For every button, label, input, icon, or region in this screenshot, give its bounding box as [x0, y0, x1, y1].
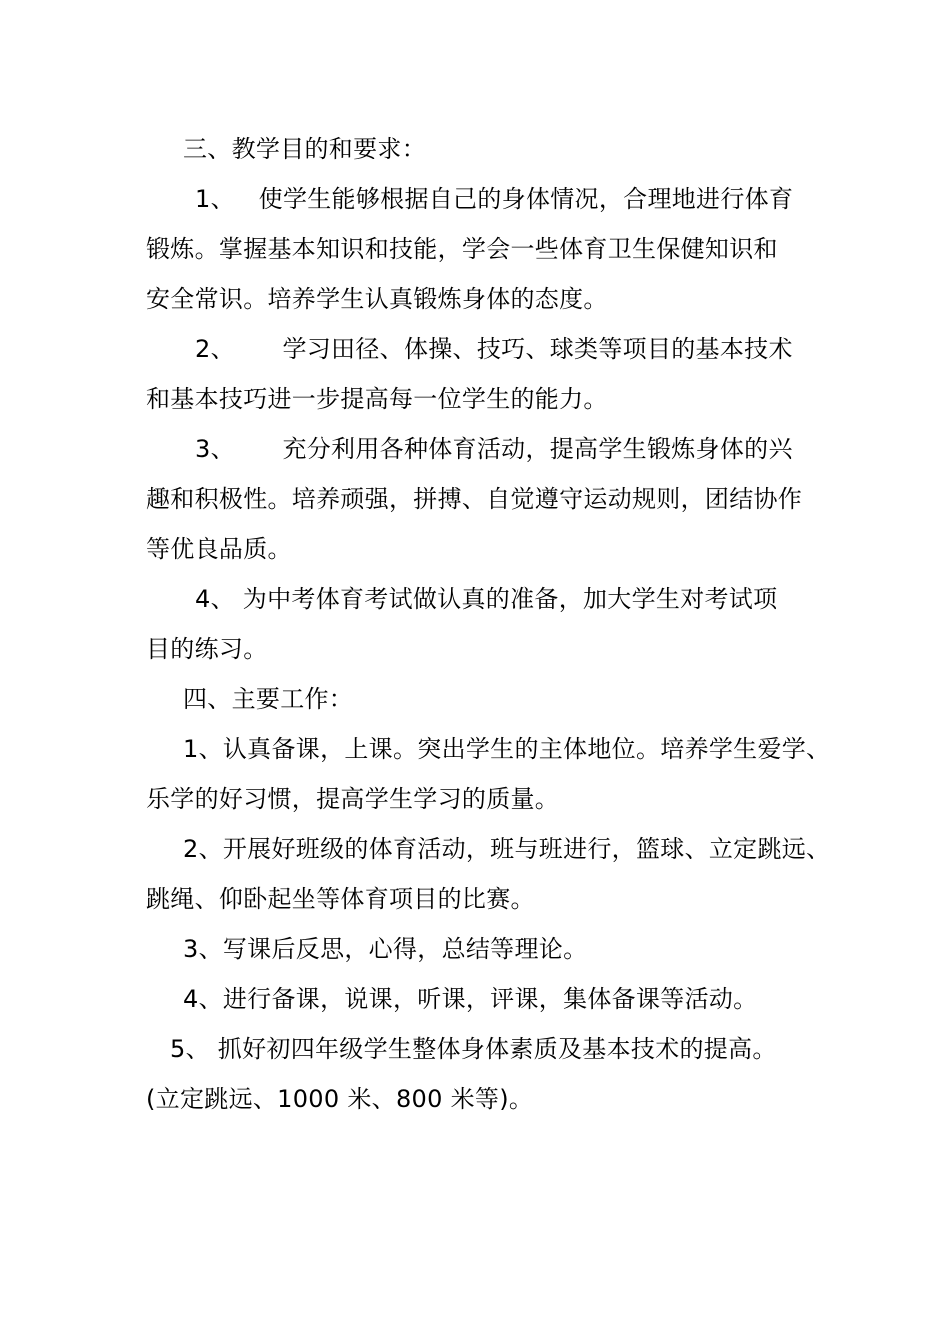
paragraph-line: 趣和积极性。培养顽强，拼搏、自觉遵守运动规则，团结协作 [146, 485, 803, 513]
paragraph-line: 跳绳、仰卧起坐等体育项目的比赛。 [146, 885, 535, 913]
paragraph-line: 4、 为中考体育考试做认真的准备，加大学生对考试项 [195, 585, 778, 613]
paragraph-line: (立定跳远、1000 米、800 米等)。 [146, 1085, 534, 1113]
paragraph-line: 4、进行备课，说课，听课，评课，集体备课等活动。 [183, 985, 758, 1013]
paragraph-line: 锻炼。掌握基本知识和技能，学会一些体育卫生保健知识和 [146, 235, 778, 263]
section-heading-main-work: 四、主要工作： [183, 685, 354, 713]
section-heading-objectives: 三、教学目的和要求： [183, 135, 426, 163]
paragraph-line: 1、 使学生能够根据自己的身体情况，合理地进行体育 [195, 185, 794, 213]
paragraph-line: 2、 学习田径、体操、技巧、球类等项目的基本技术 [195, 335, 793, 363]
paragraph-line: 3、 充分利用各种体育活动，提高学生锻炼身体的兴 [195, 435, 793, 463]
paragraph-line: 等优良品质。 [146, 535, 292, 563]
paragraph-line: 和基本技巧进一步提高每一位学生的能力。 [146, 385, 608, 413]
paragraph-line: 2、开展好班级的体育活动，班与班进行，篮球、立定跳远、 [183, 835, 831, 863]
paragraph-line: 3、写课后反思，心得，总结等理论。 [183, 935, 588, 963]
paragraph-line: 5、 抓好初四年级学生整体身体素质及基本技术的提高。 [170, 1035, 777, 1063]
paragraph-line: 1、认真备课，上课。突出学生的主体地位。培养学生爱学、 [183, 735, 831, 763]
paragraph-line: 安全常识。培养学生认真锻炼身体的态度。 [146, 285, 608, 313]
paragraph-line: 目的练习。 [146, 635, 268, 663]
paragraph-line: 乐学的好习惯，提高学生学习的质量。 [146, 785, 560, 813]
